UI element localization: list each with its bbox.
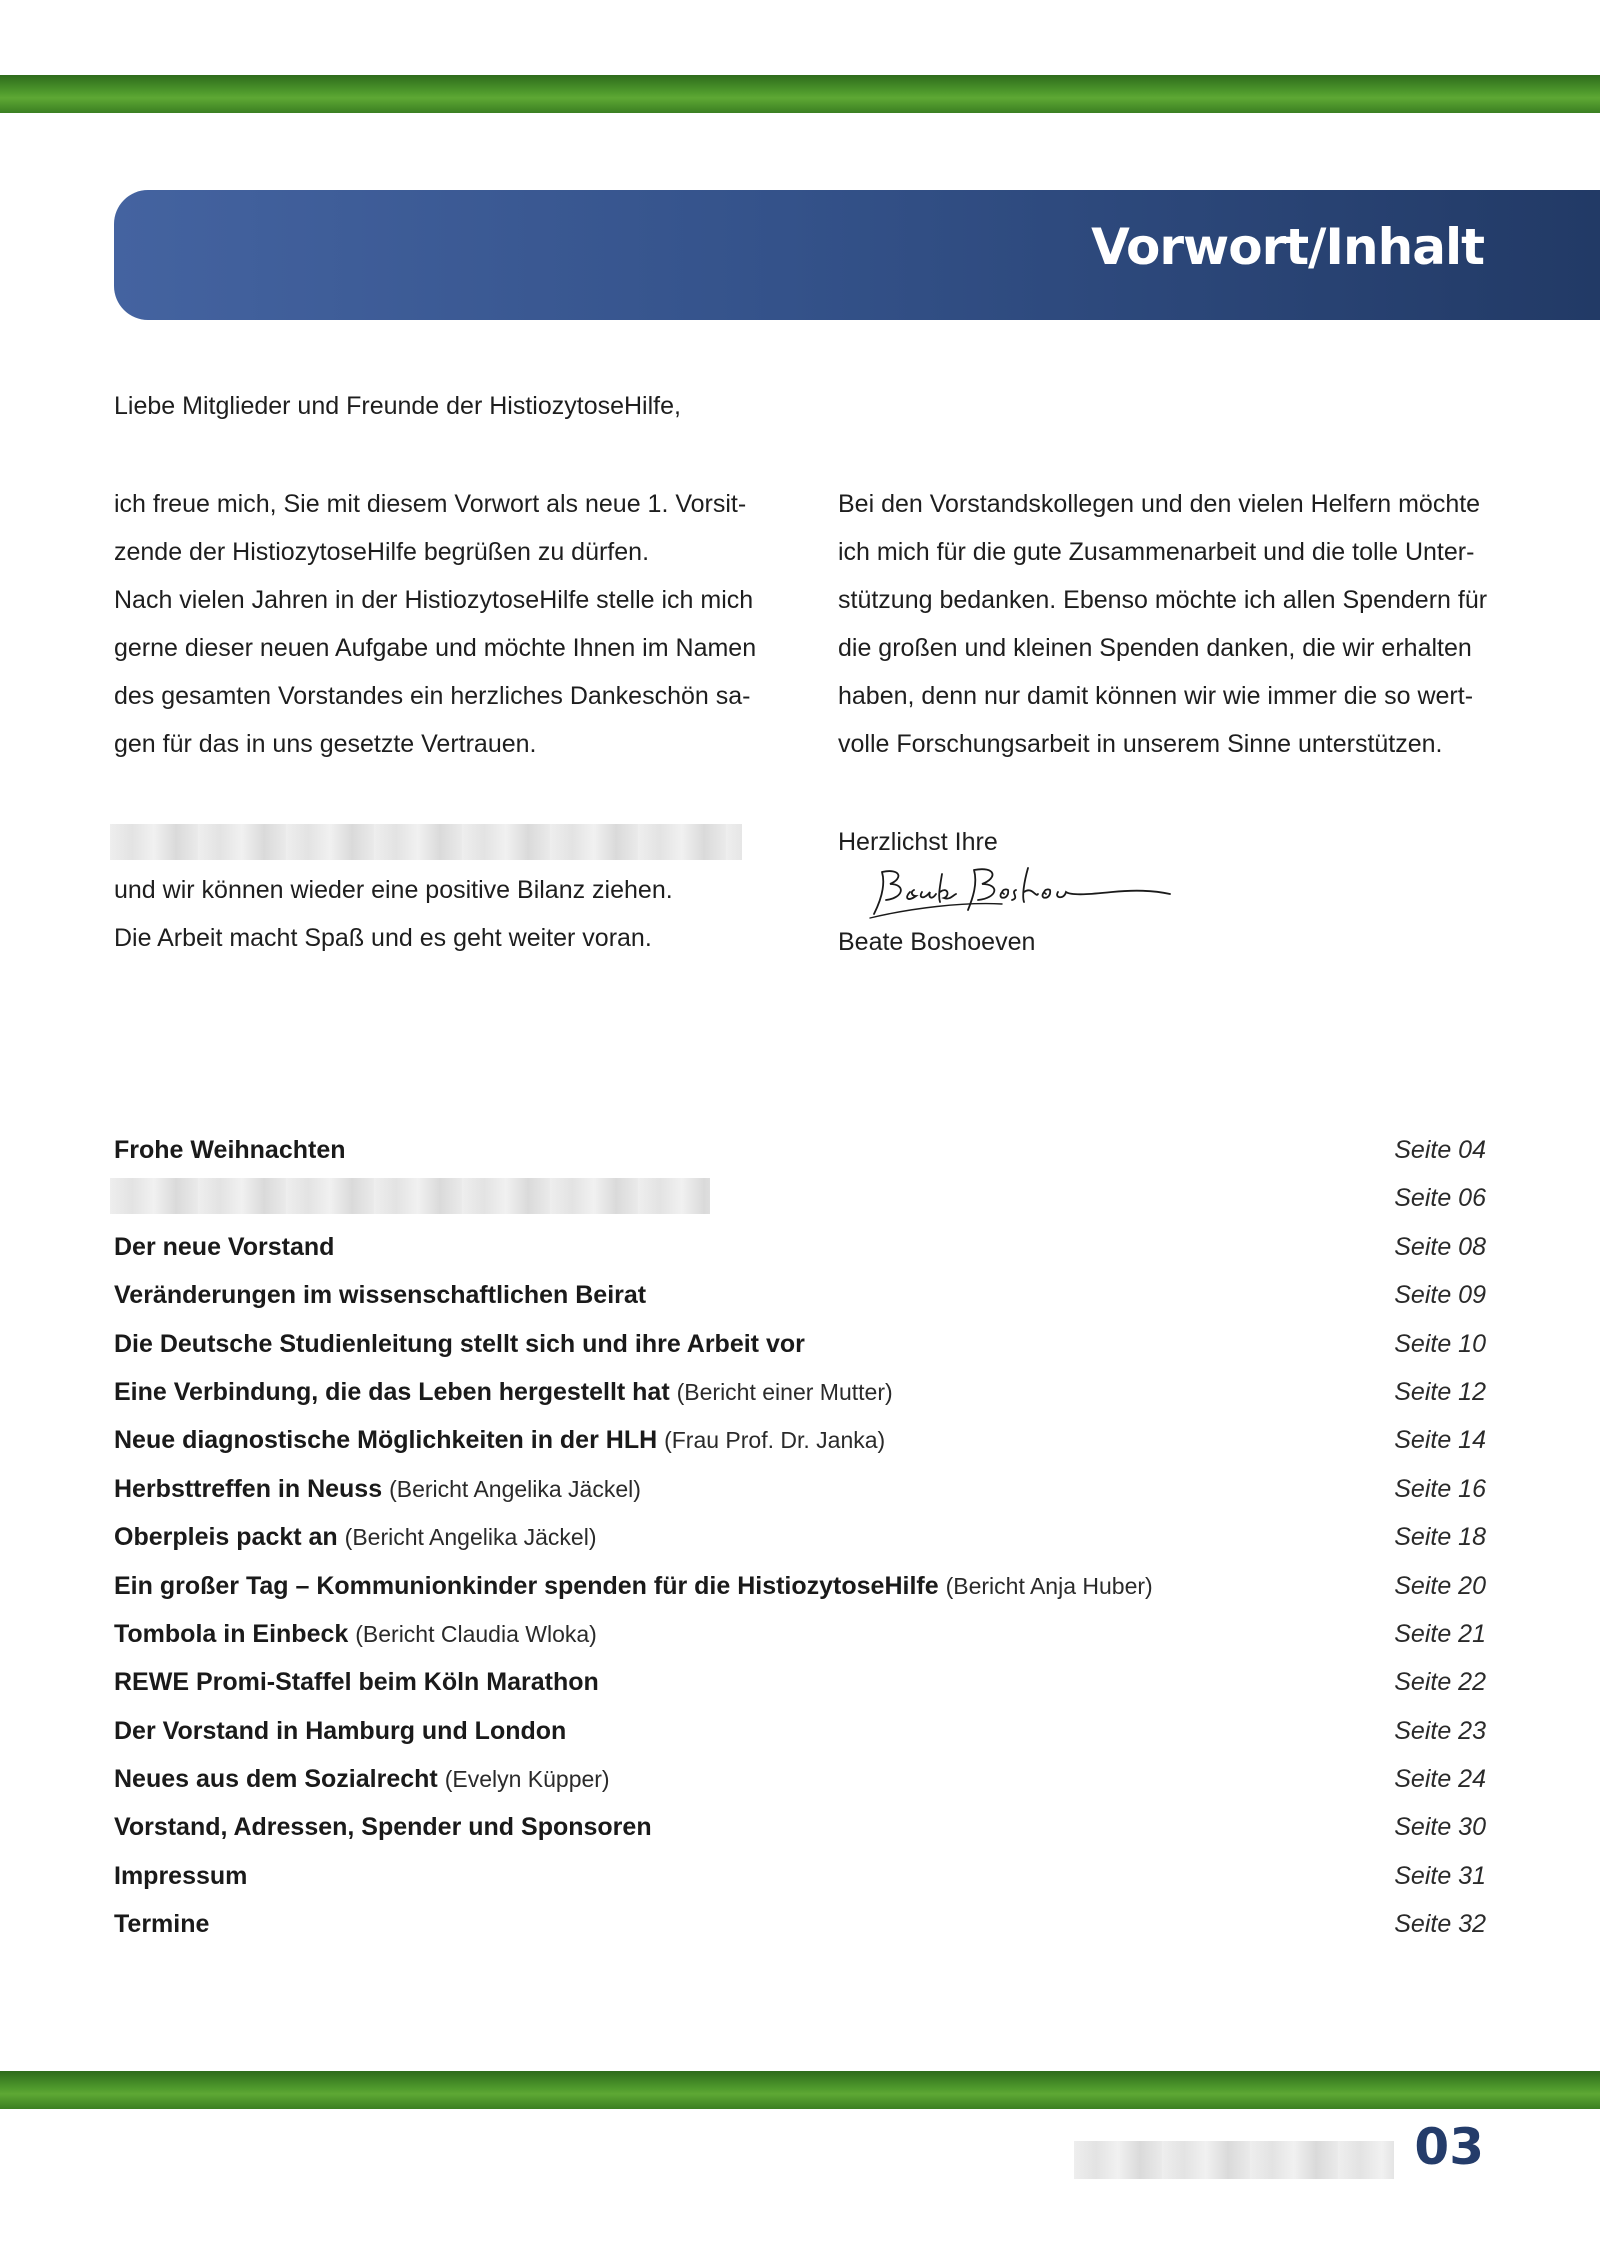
toc-entry-title: Oberpleis packt an bbox=[114, 1523, 338, 1552]
signoff-text: Herzlichst Ihre bbox=[838, 828, 998, 856]
foreword-left-column bbox=[114, 480, 757, 768]
toc-entry bbox=[114, 1658, 1486, 1706]
toc-entry bbox=[114, 1852, 1486, 1900]
toc-entry-page: Seite 21 bbox=[1394, 1619, 1486, 1648]
toc-entry bbox=[114, 1126, 1486, 1174]
toc-entry-title: Eine Verbindung, die das Leben hergestellt hat bbox=[114, 1377, 670, 1406]
toc-entry-page: Seite 22 bbox=[1394, 1668, 1486, 1697]
toc-entry-page: Seite 30 bbox=[1394, 1813, 1486, 1842]
toc-entry-title: Neue diagnostische Möglichkeiten in der HLH bbox=[114, 1426, 658, 1455]
foreword-right-line: haben, denn nur damit können wir wie immer die so wert- bbox=[838, 682, 1474, 710]
toc-entry-page: Seite 09 bbox=[1394, 1281, 1486, 1310]
handwritten-signature bbox=[852, 862, 1182, 926]
toc-entry-title: Die Deutsche Studienleitung stellt sich und ihre Arbeit vor bbox=[114, 1329, 805, 1358]
toc-entry-page: Seite 08 bbox=[1394, 1232, 1486, 1261]
toc-entry bbox=[114, 1900, 1486, 1948]
foreword-left-line: gen für das in uns gesetzte Vertrauen. bbox=[114, 730, 537, 758]
foreword-right-line: ich mich für die gute Zusammenarbeit und die tolle Unter- bbox=[838, 538, 1475, 566]
toc-entry-title: Termine bbox=[114, 1910, 210, 1939]
table-of-contents bbox=[114, 1126, 1486, 1949]
foreword-left-line: des gesamten Vorstandes ein herzliches Dankeschön sa- bbox=[114, 682, 751, 710]
toc-entry-title: Der neue Vorstand bbox=[114, 1232, 335, 1261]
toc-entry-page: Seite 16 bbox=[1394, 1474, 1486, 1503]
toc-entry-page: Seite 18 bbox=[1394, 1523, 1486, 1552]
toc-entry bbox=[114, 1562, 1486, 1610]
toc-entry-title: Frohe Weihnachten bbox=[114, 1136, 346, 1164]
toc-entry-note: (Bericht Anja Huber) bbox=[945, 1572, 1153, 1599]
toc-entry-title: Vorstand, Adressen, Spender und Sponsoren bbox=[114, 1813, 652, 1842]
toc-entry bbox=[114, 1803, 1486, 1851]
toc-entry bbox=[114, 1465, 1486, 1513]
toc-entry bbox=[114, 1513, 1486, 1561]
title-banner bbox=[114, 190, 1600, 320]
bottom-green-bar bbox=[0, 2071, 1600, 2109]
foreword-right-line: Bei den Vorstandskollegen und den vielen Helfern möchte bbox=[838, 490, 1481, 518]
toc-entry-page: Seite 14 bbox=[1394, 1426, 1486, 1455]
foreword-left-line: gerne dieser neuen Aufgabe und möchte Ihnen im Namen bbox=[114, 634, 757, 662]
toc-entry-page: Seite 06 bbox=[1394, 1184, 1486, 1213]
toc-entry bbox=[114, 1416, 1486, 1464]
toc-entry bbox=[114, 1368, 1486, 1416]
toc-entry-title: Ein großer Tag – Kommunionkinder spenden für die HistiozytoseHilfe bbox=[114, 1571, 939, 1600]
page-title: Vorwort/Inhalt bbox=[1091, 218, 1484, 276]
foreword-right-line: stützung bedanken. Ebenso möchte ich allen Spendern für bbox=[838, 586, 1488, 614]
toc-entry bbox=[114, 1271, 1486, 1319]
toc-entry-title: Neues aus dem Sozialrecht bbox=[114, 1765, 438, 1794]
toc-entry-title: Herbsttreffen in Neuss bbox=[114, 1474, 383, 1503]
toc-entry-note: (Frau Prof. Dr. Janka) bbox=[664, 1427, 886, 1454]
toc-entry-page: Seite 12 bbox=[1394, 1377, 1486, 1406]
toc-entry-note: (Evelyn Küpper) bbox=[444, 1766, 610, 1793]
toc-entry-page: Seite 10 bbox=[1394, 1329, 1486, 1358]
toc-entry-page: Seite 24 bbox=[1394, 1765, 1486, 1794]
redacted-footer-text bbox=[1074, 2141, 1394, 2179]
foreword-greeting: Liebe Mitglieder und Freunde der HistiozytoseHilfe, bbox=[114, 392, 681, 420]
toc-entry bbox=[114, 1707, 1486, 1755]
toc-entry-page: Seite 31 bbox=[1394, 1861, 1486, 1890]
toc-entry bbox=[114, 1610, 1486, 1658]
toc-entry-title: Tombola in Einbeck bbox=[114, 1619, 349, 1648]
signer-name: Beate Boshoeven bbox=[838, 928, 1036, 956]
page-number: 03 bbox=[1414, 2118, 1484, 2176]
foreword-left-line: Nach vielen Jahren in der HistiozytoseHilfe stelle ich mich bbox=[114, 586, 754, 614]
redacted-toc-title bbox=[110, 1178, 710, 1214]
toc-entry-note: (Bericht Angelika Jäckel) bbox=[389, 1475, 641, 1502]
toc-entry-page: Seite 04 bbox=[1394, 1136, 1486, 1164]
signature-block bbox=[838, 818, 1182, 966]
foreword-closing-paragraph bbox=[114, 866, 673, 962]
top-green-bar bbox=[0, 75, 1600, 113]
toc-entry bbox=[114, 1223, 1486, 1271]
foreword-closing-line: und wir können wieder eine positive Bilanz ziehen. bbox=[114, 876, 673, 904]
toc-entry bbox=[114, 1755, 1486, 1803]
toc-entry-title: Impressum bbox=[114, 1861, 248, 1890]
foreword-right-line: die großen und kleinen Spenden danken, die wir erhalten bbox=[838, 634, 1472, 662]
toc-entry-page: Seite 23 bbox=[1394, 1716, 1486, 1745]
foreword-left-line: zende der HistiozytoseHilfe begrüßen zu dürfen. bbox=[114, 538, 650, 566]
toc-entry-title: Veränderungen im wissenschaftlichen Beirat bbox=[114, 1281, 647, 1310]
foreword-right-line: volle Forschungsarbeit in unserem Sinne unterstützen. bbox=[838, 730, 1443, 758]
foreword-closing-line: Die Arbeit macht Spaß und es geht weiter voran. bbox=[114, 924, 652, 952]
redacted-text-line bbox=[110, 824, 742, 860]
toc-entry-page: Seite 32 bbox=[1394, 1910, 1486, 1939]
foreword-left-line: ich freue mich, Sie mit diesem Vorwort als neue 1. Vorsit- bbox=[114, 490, 747, 518]
toc-entry-page: Seite 20 bbox=[1394, 1571, 1486, 1600]
toc-entry-note: (Bericht Claudia Wloka) bbox=[355, 1620, 597, 1647]
foreword-right-column bbox=[838, 480, 1488, 768]
toc-entry-title: REWE Promi-Staffel beim Köln Marathon bbox=[114, 1668, 599, 1697]
toc-entry-title: Der Vorstand in Hamburg und London bbox=[114, 1716, 567, 1745]
toc-entry-note: (Bericht Angelika Jäckel) bbox=[344, 1524, 597, 1551]
toc-entry bbox=[114, 1320, 1486, 1368]
toc-entry-note: (Bericht einer Mutter) bbox=[676, 1378, 893, 1405]
